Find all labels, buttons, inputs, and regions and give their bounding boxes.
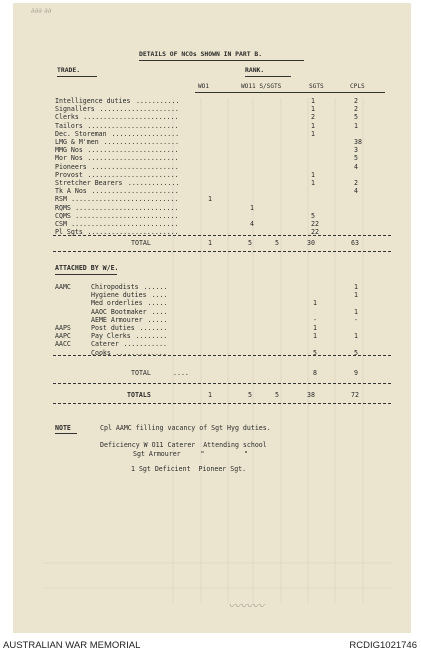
attached-row-trade: Pay Clerks bbox=[91, 332, 131, 341]
trade-row-cpls: 1 bbox=[354, 121, 358, 130]
trade-row-wo2: 1 bbox=[250, 203, 254, 212]
trade-row-sgts: 22 bbox=[311, 228, 319, 237]
trade-row-sgts: 1 bbox=[311, 179, 315, 187]
trade-row-leader-dots: ....................... bbox=[87, 121, 179, 130]
trade-row-cpls: 4 bbox=[354, 187, 358, 196]
trade-row-leader-dots: ........... bbox=[135, 97, 180, 105]
trade-row-label: Stretcher Bearers bbox=[55, 179, 123, 187]
attached-total-dots: .... bbox=[173, 369, 189, 377]
attached-row-cpls: 1 bbox=[354, 307, 358, 316]
trade-row-leader-dots: .................... bbox=[99, 105, 179, 114]
attached-row-corps: AAPC bbox=[55, 332, 71, 341]
totals-sgts: 38 bbox=[307, 391, 315, 399]
rank-underline bbox=[245, 76, 291, 77]
trade-row-cpls: 5 bbox=[354, 113, 358, 122]
trade-row-wo1: 1 bbox=[208, 195, 212, 204]
trade-row-leader-dots: ....................... bbox=[87, 146, 179, 155]
trade-row-cpls: 4 bbox=[354, 162, 358, 171]
trade-row-sgts: 1 bbox=[311, 105, 315, 114]
note-line-3: Sgt Armourer " " bbox=[133, 450, 249, 458]
attached-row-leader-dots: ..... bbox=[147, 299, 168, 308]
trade-row-cpls: 5 bbox=[354, 154, 358, 163]
attached-total-rule-bottom bbox=[53, 383, 391, 384]
trade-row-label: Signallers bbox=[55, 105, 95, 114]
attached-row-trade: AEME Armourer bbox=[91, 315, 143, 324]
attached-row-trade: Post duties bbox=[91, 324, 135, 332]
attached-row-leader-dots: ...... bbox=[143, 283, 168, 291]
total-sgts: 30 bbox=[307, 239, 315, 247]
attached-row-leader-dots: ....... bbox=[139, 324, 168, 332]
trade-row-cpls: 2 bbox=[354, 97, 358, 105]
attached-row-corps: AAMC bbox=[55, 283, 71, 291]
attached-total-label: TOTAL bbox=[131, 369, 151, 377]
trade-row-wo2: 4 bbox=[250, 220, 254, 228]
attached-row-leader-dots: ........ bbox=[135, 332, 168, 341]
trade-row-leader-dots: ................. bbox=[111, 129, 180, 138]
attached-row-leader-dots: ..... bbox=[147, 315, 168, 324]
total-wo1: 1 bbox=[208, 239, 212, 247]
trade-row-leader-dots: ....................... bbox=[87, 154, 179, 163]
note-underline bbox=[55, 433, 77, 434]
trade-row-sgts: 1 bbox=[311, 129, 315, 138]
faint-signature-mark: 〰〰〰 bbox=[228, 599, 265, 613]
document-sheet bbox=[13, 3, 411, 633]
trade-row-label: Tailors bbox=[55, 121, 83, 130]
attached-row-cpls: 1 bbox=[354, 332, 358, 341]
trade-row-label: RSM bbox=[55, 195, 67, 204]
trade-row-label: Tk A Nos bbox=[55, 187, 87, 196]
trade-row-sgts: 1 bbox=[311, 97, 315, 105]
archive-footer bbox=[0, 636, 421, 654]
document-title: DETAILS OF NCOs SHOWN IN PART B. bbox=[139, 50, 263, 58]
trade-row-leader-dots: ....................... bbox=[87, 170, 179, 179]
trade-row-leader-dots: ...................... bbox=[91, 187, 179, 196]
trade-row-label: MMG Nos bbox=[55, 146, 83, 155]
totals-cpls: 72 bbox=[351, 391, 359, 399]
attached-row-sgts: 1 bbox=[313, 324, 317, 332]
total-wo2b: 5 bbox=[275, 239, 279, 247]
trade-row-sgts: 5 bbox=[311, 211, 315, 220]
attached-row-trade: Caterer bbox=[91, 340, 119, 349]
trade-row-label: CQMS bbox=[55, 211, 71, 220]
trade-row-sgts: 1 bbox=[311, 170, 315, 179]
trade-row-leader-dots: ................... bbox=[103, 138, 179, 146]
trade-row-leader-dots: ........................... bbox=[71, 220, 179, 228]
attached-row-leader-dots: ........... bbox=[123, 340, 168, 349]
attached-total-rule-top bbox=[53, 355, 391, 356]
total-label: TOTAL bbox=[131, 239, 151, 247]
trade-row-leader-dots: ........................... bbox=[71, 195, 179, 204]
attached-total-sgts: 8 bbox=[313, 369, 317, 377]
trade-row-label: RQMS bbox=[55, 203, 71, 212]
trade-row-label: LMG & M'men bbox=[55, 138, 99, 146]
attached-row-trade: Chiropodists bbox=[91, 283, 139, 291]
trade-row-leader-dots: ...................... bbox=[91, 162, 179, 171]
trade-row-sgts: 1 bbox=[311, 121, 315, 130]
column-header-wo2-ssgts: WO11 S/SGTS bbox=[241, 83, 282, 90]
trade-row-label: Mor Nos bbox=[55, 154, 83, 163]
attached-row-sgts: 5 bbox=[313, 348, 317, 357]
note-line-1: Cpl AAMC filling vacancy of Sgt Hyg duties. bbox=[100, 424, 271, 432]
trade-heading: TRADE. bbox=[57, 66, 81, 74]
note-line-2: Deficiency W O11 Caterer Attending school bbox=[100, 441, 267, 449]
attached-underline bbox=[55, 274, 117, 275]
column-header-cpls: CPLS bbox=[350, 83, 365, 90]
total-rule-bottom bbox=[53, 251, 391, 252]
note-line-4: 1 Sgt Deficient Pioneer Sgt. bbox=[131, 465, 247, 473]
attached-row-sgts: 1 bbox=[313, 299, 317, 308]
attached-row-sgts: 1 bbox=[313, 332, 317, 341]
column-header-sgts: SGTS bbox=[309, 83, 324, 90]
total-cpls: 63 bbox=[351, 239, 359, 247]
attached-row-corps: AAPS bbox=[55, 324, 71, 332]
trade-row-cpls: 2 bbox=[354, 105, 358, 114]
attached-row-cpls: 5 bbox=[354, 348, 358, 357]
totals-wo2b: 5 bbox=[275, 391, 279, 399]
rank-heading: RANK. bbox=[245, 66, 265, 74]
trade-row-leader-dots: ........................ bbox=[83, 113, 179, 122]
title-underline bbox=[139, 60, 304, 61]
attached-row-cpls: 1 bbox=[354, 291, 358, 300]
trade-row-label: Pl Sgts bbox=[55, 228, 83, 237]
totals-wo1: 1 bbox=[208, 391, 212, 399]
trade-row-leader-dots: .......................... bbox=[75, 211, 179, 220]
total-rule-top bbox=[53, 235, 391, 236]
attached-row-trade: Med orderlies bbox=[91, 299, 143, 308]
attached-row-cpls: - bbox=[354, 315, 358, 324]
corner-annotation: ∂∂∂ ∂∂ bbox=[31, 7, 52, 15]
trade-row-cpls: 2 bbox=[354, 179, 358, 187]
attached-row-sgts: - bbox=[313, 315, 317, 324]
total-wo2: 5 bbox=[248, 239, 252, 247]
attached-row-trade: Hygiene duties bbox=[91, 291, 147, 300]
trade-row-cpls: 38 bbox=[354, 138, 362, 146]
attached-row-leader-dots: ............. bbox=[115, 348, 167, 357]
trade-row-sgts: 2 bbox=[311, 113, 315, 122]
column-header-underline bbox=[195, 92, 385, 93]
attached-row-trade: AAOC Bootmaker bbox=[91, 307, 147, 316]
trade-row-label: CSM bbox=[55, 220, 67, 228]
trade-row-label: Clerks bbox=[55, 113, 79, 122]
trade-row-leader-dots: .......................... bbox=[75, 203, 179, 212]
attached-row-corps: AACC bbox=[55, 340, 71, 349]
totals-label: TOTALS bbox=[127, 391, 151, 399]
trade-underline bbox=[57, 76, 97, 77]
attached-heading: ATTACHED BY W/E. bbox=[55, 264, 119, 272]
trade-row-sgts: 22 bbox=[311, 220, 319, 228]
attached-row-leader-dots: .... bbox=[151, 291, 168, 300]
attached-total-cpls: 9 bbox=[354, 369, 358, 377]
trade-row-label: Provost bbox=[55, 170, 83, 179]
totals-wo2: 5 bbox=[248, 391, 252, 399]
totals-rule-bottom bbox=[53, 403, 391, 404]
archive-reference: RCDIG1021746 bbox=[349, 640, 417, 651]
trade-row-leader-dots: ............. bbox=[127, 179, 180, 187]
attached-row-cpls: 1 bbox=[354, 283, 358, 291]
attached-row-trade: Cooks bbox=[91, 348, 111, 357]
trade-row-label: Dec. Storeman bbox=[55, 129, 107, 138]
trade-row-label: Intelligence duties bbox=[55, 97, 131, 105]
trade-row-label: Pioneers bbox=[55, 162, 87, 171]
trade-row-cpls: 3 bbox=[354, 146, 358, 155]
trade-row-leader-dots: ....................... bbox=[87, 228, 179, 237]
archive-name: AUSTRALIAN WAR MEMORIAL bbox=[3, 640, 141, 651]
column-header-wo1: WO1 bbox=[198, 83, 210, 90]
note-label: NOTE bbox=[55, 424, 71, 432]
attached-row-leader-dots: .... bbox=[151, 307, 168, 316]
